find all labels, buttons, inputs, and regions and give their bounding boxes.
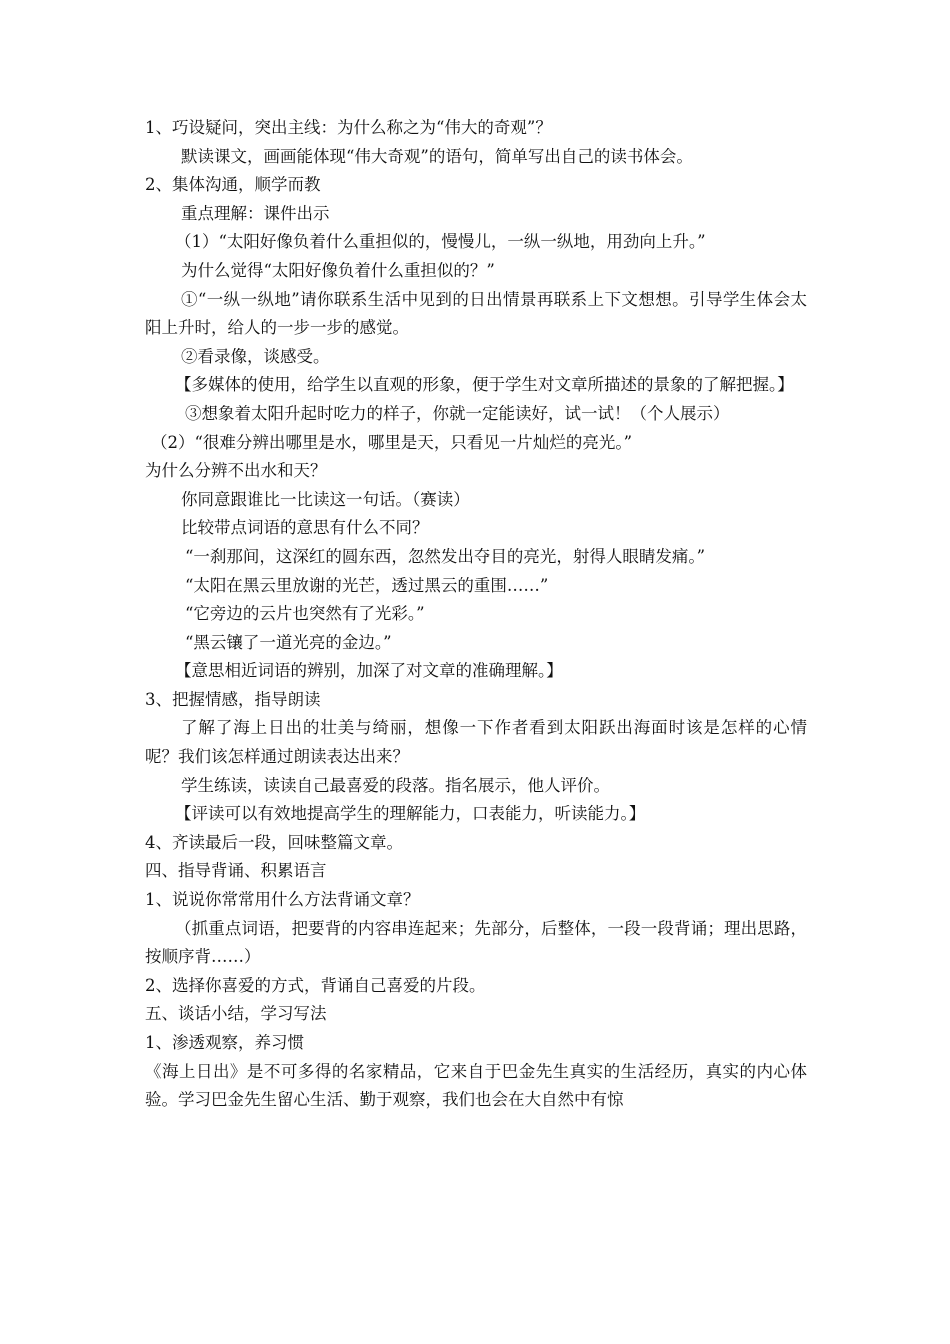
text-line-11: （2）“很难分辨出哪里是水，哪里是天，只看见一片灿烂的亮光。”	[151, 432, 633, 452]
text-line-4: 重点理解：课件出示	[181, 203, 330, 223]
text-line-25: 四、指导背诵、积累语言	[145, 861, 327, 881]
text-line-1: 1、巧设疑问，突出主线：为什么称之为“伟大的奇观”？	[145, 118, 552, 137]
text-line-27: （抓重点词语，把要背的内容串连起来；先部分，后整体，一段一段背诵；理出思路，按顺序背……）	[145, 918, 807, 967]
text-line-3: 2、集体沟通，顺学而教	[145, 175, 321, 195]
text-line-28: 2、选择你喜爱的方式，背诵自己喜爱的片段。	[145, 975, 486, 995]
text-line-26: 1、说说你常常用什么方法背诵文章？	[145, 890, 420, 910]
text-line-24: 4、齐读最后一段，回味整篇文章。	[145, 832, 403, 852]
text-line-19: 【意思相近词语的辨别，加深了对文章的准确理解。】	[175, 661, 563, 681]
text-line-30: 1、渗透观察，养习惯	[145, 1033, 304, 1052]
document-page	[145, 114, 807, 1115]
text-line-14: 比较带点词语的意思有什么不同？	[181, 518, 429, 538]
text-line-5: （1）“太阳好像负着什么重担似的，慢慢儿，一纵一纵地，用劲向上升。”	[175, 232, 706, 252]
text-line-29: 五、谈话小结，学习写法	[145, 1004, 327, 1024]
text-line-17: “它旁边的云片也突然有了光彩。”	[185, 604, 425, 624]
text-line-9: 【多媒体的使用，给学生以直观的形象，便于学生对文章所描述的景象的了解把握。】	[175, 375, 794, 395]
text-line-2: 默读课文，画画能体现“伟大奇观”的语句，简单写出自己的读书体会。	[181, 146, 693, 166]
text-line-31: 《海上日出》是不可多得的名家精品，它来自于巴金先生真实的生活经历，真实的内心体验。学习巴金先生留心生活、勤于观察，我们也会在大自然中有惊	[145, 1061, 807, 1110]
text-line-23: 【评读可以有效地提高学生的理解能力，口表能力，听读能力。】	[175, 804, 646, 824]
text-line-7: ①“一纵一纵地”请你联系生活中见到的日出情景再联系上下文想想。引导学生体会太阳上升时，给人的一步一步的感觉。	[145, 289, 807, 338]
text-line-12: 为什么分辨不出水和天？	[145, 461, 327, 481]
text-line-15: “一刹那间，这深红的圆东西，忽然发出夺目的亮光，射得人眼睛发痛。”	[185, 546, 706, 566]
text-line-8: ②看录像，谈感受。	[181, 346, 330, 366]
text-line-22: 学生练读，读读自己最喜爱的段落。指名展示，他人评价。	[181, 775, 610, 795]
text-line-20: 3、把握情感，指导朗读	[145, 689, 321, 709]
text-line-10: ③想象着太阳升起时吃力的样子，你就一定能读好，试一试！（个人展示）	[185, 403, 730, 423]
text-line-18: “黑云镶了一道光亮的金边。”	[185, 632, 392, 652]
text-line-6: 为什么觉得“太阳好像负着什么重担似的？”	[181, 260, 495, 280]
text-line-21: 了解了海上日出的壮美与绮丽，想像一下作者看到太阳跃出海面时该是怎样的心情呢？我们该怎样通过朗读表达出来？	[145, 718, 807, 767]
text-line-13: 你同意跟谁比一比读这一句话。（赛读）	[181, 489, 470, 509]
text-line-16: “太阳在黑云里放谢的光芒，透过黑云的重围……”	[185, 575, 549, 595]
